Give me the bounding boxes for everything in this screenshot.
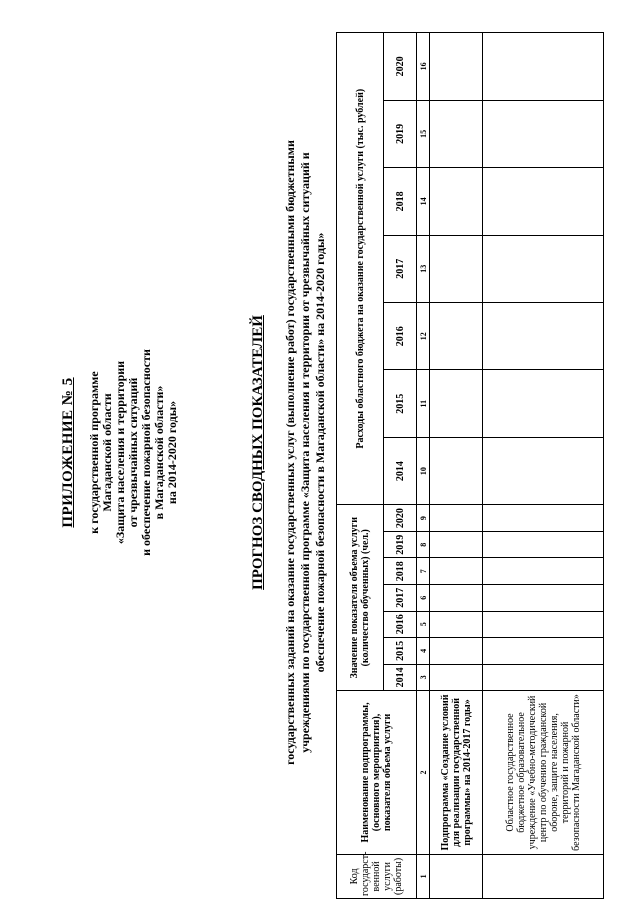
- table-cell: [483, 235, 604, 302]
- year-cell: 2016: [384, 611, 417, 638]
- table-cell: [430, 168, 483, 235]
- year-cell: 2015: [384, 370, 417, 437]
- table-row: [430, 33, 483, 899]
- appendix-line: к государственной программе: [87, 371, 101, 534]
- subprogram-cell: Подпрограмма «Создание условий для реализации государственной программы» на 2014-2017 годы»: [430, 691, 483, 855]
- year-cell: 2014: [384, 437, 417, 504]
- table-cell: [430, 664, 483, 691]
- appendix-line: на 2014-2020 годы»: [165, 400, 179, 505]
- table-row: [483, 33, 604, 899]
- table-cell: [430, 303, 483, 370]
- forecast-subtitle-line: государственных заданий на оказание государственных услуг (выполнение работ) государственными бюджетными: [283, 140, 297, 765]
- year-cell: 2017: [384, 235, 417, 302]
- table-cell: [430, 531, 483, 558]
- column-number: 10: [417, 437, 430, 504]
- header-code: Код государст-венной услуги (работы): [337, 854, 417, 898]
- appendix-title: ПРИЛОЖЕНИЕ № 5: [60, 377, 76, 528]
- table-cell: [430, 611, 483, 638]
- table-cell: [483, 585, 604, 612]
- header-name: Наименование подпрограммы, (основного мероприятия), показателя объема услуги: [337, 691, 417, 855]
- column-number: 9: [417, 505, 430, 532]
- year-cell: 2014: [384, 664, 417, 691]
- column-number: 13: [417, 235, 430, 302]
- column-number: 12: [417, 303, 430, 370]
- year-cell: 2015: [384, 638, 417, 665]
- table-header-row: [337, 33, 384, 899]
- column-number: 7: [417, 558, 430, 585]
- forecast-subtitle: [283, 10, 328, 895]
- table-cell: [483, 854, 604, 898]
- forecast-subtitle-line: обеспечение пожарной безопасности в Магаданской области» на 2014-2020 годы»: [313, 232, 327, 673]
- column-number: 15: [417, 100, 430, 167]
- table-cell: [483, 303, 604, 370]
- table-cell: [483, 611, 604, 638]
- forecast-subtitle-line: учреждениями по государственной программе «Защита населения и территории от чрезвычайных ситуаций и: [298, 152, 312, 753]
- table-cell: [483, 531, 604, 558]
- column-number: 1: [417, 854, 430, 898]
- table-cell: [430, 854, 483, 898]
- table-cell: [483, 33, 604, 101]
- table-cell: [483, 664, 604, 691]
- year-cell: 2020: [384, 505, 417, 532]
- table-cell: [430, 638, 483, 665]
- column-number: 3: [417, 664, 430, 691]
- year-cell: 2019: [384, 100, 417, 167]
- table-cell: [483, 505, 604, 532]
- column-number: 8: [417, 531, 430, 558]
- table-cell: [430, 370, 483, 437]
- header-expense: Расходы областного бюджета на оказание государственной услуги (тыс. рублей): [337, 33, 384, 505]
- table-cell: [483, 638, 604, 665]
- institution-cell: Областное государственное бюджетное образовательное учреждение «Учебно-методический центр по обучению гражданской обороне, защите населения, территорий и пожарной безопасности Магаданской области»: [483, 691, 604, 855]
- table-cell: [483, 100, 604, 167]
- table-cell: [483, 558, 604, 585]
- appendix-line: «Защита населения и территории: [113, 360, 127, 545]
- table-cell: [483, 168, 604, 235]
- table-cell: [483, 437, 604, 504]
- column-number: 6: [417, 585, 430, 612]
- year-cell: 2020: [384, 33, 417, 101]
- year-cell: 2018: [384, 558, 417, 585]
- column-number: 11: [417, 370, 430, 437]
- table-number-row: [417, 33, 430, 899]
- table-cell: [430, 437, 483, 504]
- table-cell: [430, 235, 483, 302]
- appendix-line: и обеспечение пожарной безопасности: [139, 349, 153, 556]
- table-cell: [430, 33, 483, 101]
- indicators-table: [336, 32, 604, 899]
- table-cell: [430, 100, 483, 167]
- year-cell: 2016: [384, 303, 417, 370]
- column-number: 2: [417, 691, 430, 855]
- column-number: 16: [417, 33, 430, 101]
- table-cell: [483, 370, 604, 437]
- table-cell: [430, 505, 483, 532]
- table-cell: [430, 585, 483, 612]
- header-volume: Значение показателя объема услуги (количество обученных) (чел.): [337, 505, 384, 691]
- column-number: 4: [417, 638, 430, 665]
- appendix-lines: [88, 0, 179, 905]
- table-cell: [430, 558, 483, 585]
- appendix-line: от чрезвычайных ситуаций: [126, 377, 140, 528]
- year-cell: 2017: [384, 585, 417, 612]
- forecast-title: ПРОГНОЗ СВОДНЫХ ПОКАЗАТЕЛЕЙ: [250, 315, 266, 590]
- appendix-line: в Магаданской области»: [152, 385, 166, 520]
- column-number: 14: [417, 168, 430, 235]
- year-cell: 2019: [384, 531, 417, 558]
- year-cell: 2018: [384, 168, 417, 235]
- column-number: 5: [417, 611, 430, 638]
- appendix-line: Магаданской области: [100, 393, 114, 512]
